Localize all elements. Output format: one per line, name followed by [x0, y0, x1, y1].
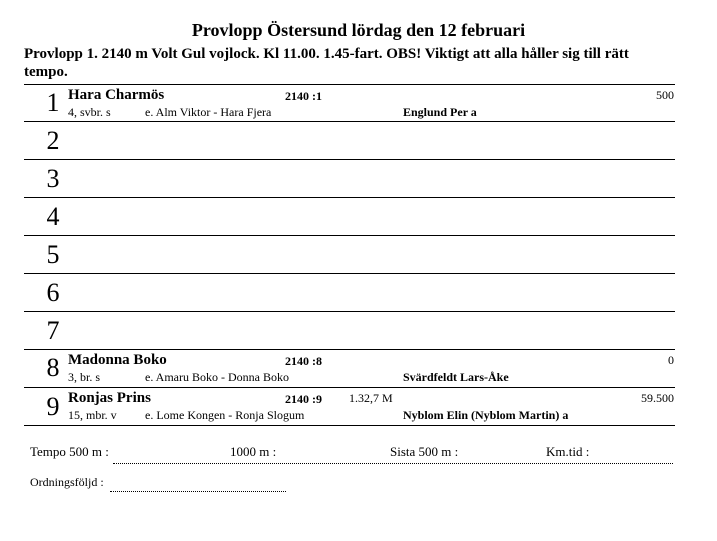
horse-name: Madonna Boko — [68, 352, 167, 368]
start-number: 7 — [46, 316, 60, 345]
row-divider — [24, 159, 675, 160]
row-divider — [24, 197, 675, 198]
row-divider — [24, 425, 675, 426]
earnings: 0 — [668, 353, 674, 367]
start-number: 8 — [46, 353, 60, 382]
order-fill-line — [110, 491, 286, 492]
tempo-1000-label: 1000 m : — [230, 444, 277, 459]
row-divider — [24, 84, 675, 85]
pedigree: e. Amaru Boko - Donna Boko — [145, 370, 289, 384]
driver: Nyblom Elin (Nyblom Martin) a — [403, 408, 569, 422]
earnings: 500 — [656, 88, 674, 102]
tempo-fill-line — [113, 463, 673, 464]
row-divider — [24, 273, 675, 274]
driver: Svärdfeldt Lars-Åke — [403, 370, 509, 384]
start-number: 6 — [46, 278, 60, 307]
order-label: Ordningsföljd : — [30, 475, 104, 489]
last-500-label: Sista 500 m : — [390, 444, 459, 459]
distance-track: 2140 :9 — [285, 392, 322, 406]
record-time: 1.32,7 M — [349, 391, 393, 405]
horse-name: Ronjas Prins — [68, 390, 151, 406]
race-description-line2: tempo. — [24, 64, 68, 80]
race-description-line1: Provlopp 1. 2140 m Volt Gul vojlock. Kl 11.00. 1.45-fart. OBS! Viktigt att alla håller sig till rätt — [24, 46, 629, 62]
distance-track: 2140 :1 — [285, 89, 322, 103]
row-divider — [24, 311, 675, 312]
row-divider — [24, 387, 675, 388]
horse-info: 15, mbr. v — [68, 408, 117, 422]
horse-info: 4, svbr. s — [68, 105, 111, 119]
row-divider — [24, 235, 675, 236]
driver: Englund Per a — [403, 105, 477, 119]
pedigree: e. Lome Kongen - Ronja Slogum — [145, 408, 305, 422]
start-number: 4 — [46, 202, 60, 231]
start-number: 9 — [46, 392, 60, 421]
distance-track: 2140 :8 — [285, 354, 322, 368]
row-divider — [24, 121, 675, 122]
start-number: 3 — [46, 164, 60, 193]
pedigree: e. Alm Viktor - Hara Fjera — [145, 105, 272, 119]
page-title: Provlopp Östersund lördag den 12 februari — [191, 20, 526, 40]
km-time-label: Km.tid : — [546, 444, 590, 459]
horse-name: Hara Charmös — [68, 87, 165, 103]
horse-info: 3, br. s — [68, 370, 101, 384]
row-divider — [24, 349, 675, 350]
earnings: 59.500 — [641, 391, 674, 405]
tempo-500-label: Tempo 500 m : — [30, 444, 109, 459]
start-number: 1 — [46, 88, 60, 117]
start-number: 2 — [46, 126, 60, 155]
start-number: 5 — [46, 240, 60, 269]
